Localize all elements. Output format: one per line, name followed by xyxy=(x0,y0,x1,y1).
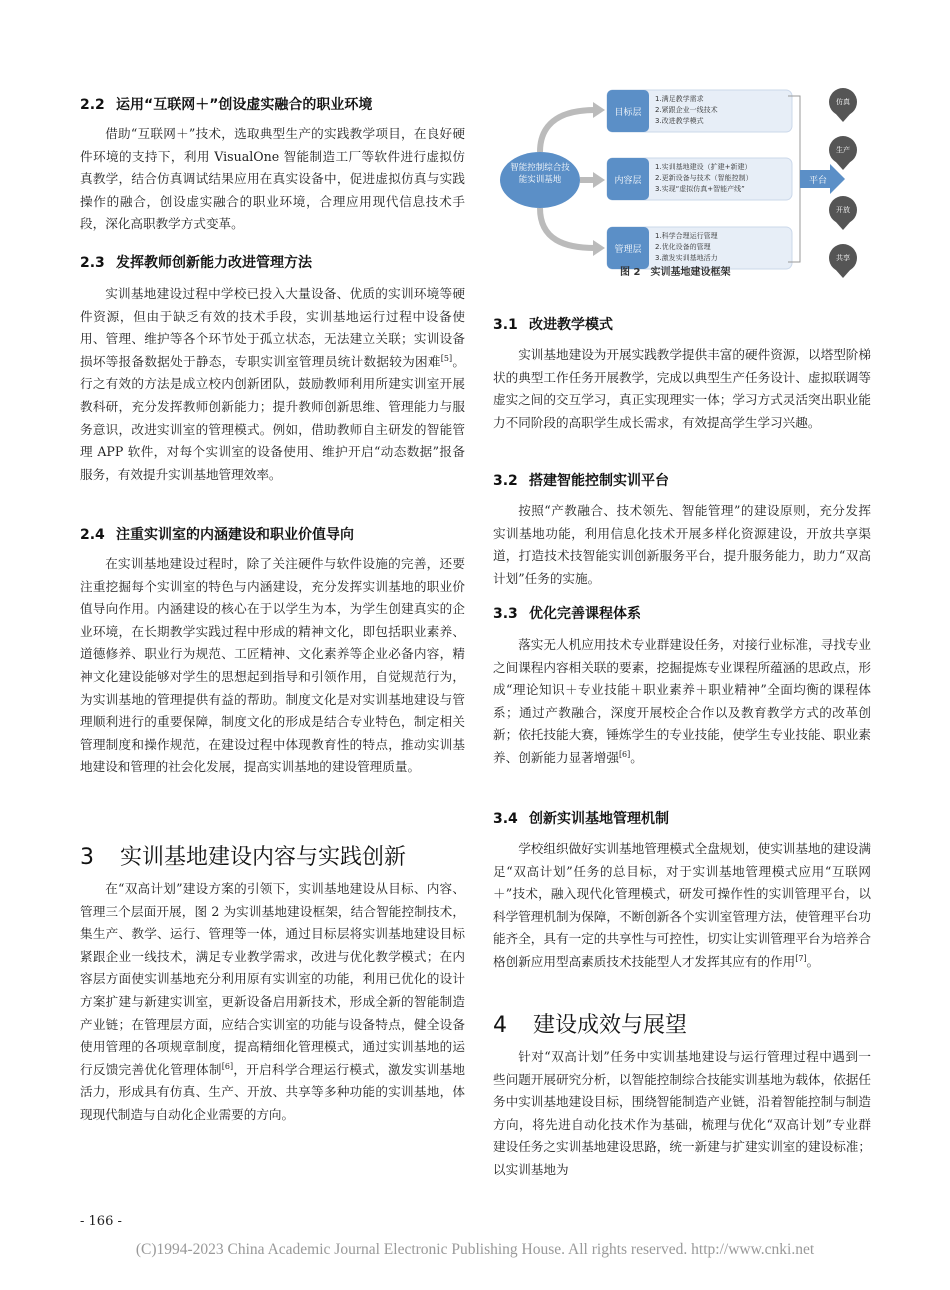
para-4: 针对“双高计划”任务中实训基地建设与运行管理过程中遇到一些问题开展研究分析，以智能控制综合技能实训基地为载体，依据任务中实训基地建设目标，围绕智能制造产业链，沿着智能控制与制造方向，将先进自动化技术作为基础，梳理与优化“双高计划”专业群建设任务之实训基地建设思路，统一新建与扩建实训室的建设标准；以实训基地为 xyxy=(493,1049,871,1177)
heading-3-3: 3.3 优化完善课程体系 xyxy=(493,606,641,622)
layer-label-goal: 目标层 xyxy=(614,108,642,118)
heading-3-2: 3.2 搭建智能控制实训平台 xyxy=(493,473,669,489)
para-3: 在“双高计划”建设方案的引领下，实训基地建设从目标、内容、管理三个层面开展，图 2 为实训基地建设框架，结合智能控制技术，集生产、教学、运行、管理等一体，通过目标层将实训基地建设目标紧跟企业一线技术，满足专业教学需求，改进与优化教学模式；在内容层方面使实训基地充分利用原有实训室的功能，利用已优化的设计方案扩建与新建实训室，更新设备启用新技术，形成全新的智能制造产业链；在管理层方面，应结合实训室的功能与设备特点，健全设备使用管理的各项规章制度，提高精细化管理模式，通过实训基地的运行反馈完善优化管理体制[6]，开启科学合理运行模式，激发实训基地活力，形成具有仿真、生产、开放、共享等多种功能的实训基地，体现现代制造与自动化企业需要的方向。 xyxy=(80,881,466,1122)
arrow-to-goal xyxy=(540,110,595,152)
copyright-footer: (C)1994-2023 China Academic Journal Electronic Publishing House. All rights reserved. http://www.cnki.net xyxy=(135,1241,815,1258)
goal-items: 1.满足教学需求 2.紧跟企业一线技术 3.改进教学模式 xyxy=(655,95,718,125)
arrow-to-manage xyxy=(540,208,595,248)
outcome-simulation: 仿真 xyxy=(836,98,850,106)
outcome-production: 生产 xyxy=(836,146,850,154)
figure-framework xyxy=(495,80,865,290)
page-number: - 166 - xyxy=(80,1214,122,1229)
content-items: 1.实训基地建设（扩建+新建） 2.更新设备与技术（智能控制） 3.实现“虚拟仿真+智能产线” xyxy=(655,163,753,193)
para-2-2: 借助“互联网＋”技术，选取典型生产的实践教学项目，在良好硬件环境的支持下，利用 VisualOne 智能制造工厂等软件进行虚拟仿真教学，结合仿真调试结果应用在真实设备中，促进虚拟仿真与实践操作的融合，创设虚实融合的职业环境，合理应用现代信息技术手段，深化高职教学方式变革。 xyxy=(80,126,465,232)
para-2-4: 在实训基地建设过程时，除了关注硬件与软件设施的完善，还要注重挖掘每个实训室的特色与内涵建设，充分发挥实训基地的职业价值导向作用。内涵建设的核心在于以学生为本，为学生创建真实的企业环境，在长期教学实践过程中形成的精神文化，即包括职业素养、道德修养、职业行为规范、工匠精神、文化素养等企业必备内容，精神文化建设能够对学生的思想起到指导和引领作用，自觉规范行为，为实训基地的管理提供有益的帮助。制度文化是对实训基地建设与管理顺利进行的重要保障，制度文化的形成是结合专业特色，制定相关管理制度和操作规范，在建设过程中体现教育性的特点，推动实训基地建设和管理的社会化发展，提高实训基地的建设管理质量。 xyxy=(80,556,465,775)
manage-items: 1.科学合理运行管理 2.优化设备的管理 3.激发实训基地活力 xyxy=(655,232,718,262)
para-3-3: 落实无人机应用技术专业群建设任务，对接行业标准，寻找专业之间课程内容相关联的要素，挖掘提炼专业课程所蕴涵的思政点，形成“理论知识＋专业技能＋职业素养＋职业精神”全面均衡的课程体系；通过产教融合，深度开展校企合作以及教育教学方式的改革创新；依托技能大赛，锤炼学生的专业技能，使学生专业技能、职业素养、创新能力显著增强[6]。 xyxy=(493,637,871,765)
heading-3-4: 3.4 创新实训基地管理机制 xyxy=(493,811,669,827)
heading-4: 4 建设成效与展望 xyxy=(493,1013,688,1038)
platform-label: 平台 xyxy=(808,176,827,186)
heading-3-1: 3.1 改进教学模式 xyxy=(493,317,613,333)
para-3-4: 学校组织做好实训基地管理模式全盘规划，使实训基地的建设满足“双高计划”任务的总目标，对于实训基地管理模式应用“互联网＋”技术，融入现代化管理模式，研发可操作性的实训管理平台，以科学管理机制为保障，不断创新各个实训室管理方法，使管理平台功能齐全，具有一定的共享性与可控性，切实让实训管理平台为培养合格创新应用型高素质技术技能型人才发挥其应有的作用[7]。 xyxy=(493,841,871,969)
layer-label-manage: 管理层 xyxy=(614,245,642,255)
outcome-open: 开放 xyxy=(836,206,850,214)
center-label: 智能控制综合技能实训基地 xyxy=(510,163,570,185)
heading-3: 3 实训基地建设内容与实践创新 xyxy=(80,845,407,870)
heading-2-3: 2.3 发挥教师创新能力改进管理方法 xyxy=(80,255,312,271)
heading-2-4: 2.4 注重实训室的内涵建设和职业价值导向 xyxy=(80,527,354,543)
para-3-1: 实训基地建设为开展实践教学提供丰富的硬件资源，以塔型阶梯状的典型工作任务开展教学，完成以典型生产任务设计、虚拟联调等虚实之间的交互学习，真正实现理实一体；学习方式灵活突出职业能力不同阶段的高职学生成长需求，有效提高学生学习兴趣。 xyxy=(493,347,871,430)
outcome-share: 共享 xyxy=(836,254,850,262)
para-3-2: 按照“产教融合、技术领先、智能管理”的建设原则，充分发挥实训基地功能，利用信息化技术开展多样化资源建设，开放共享渠道，打造技术技智能实训创新服务平台，提升服务能力，助力“双高计划”任务的实施。 xyxy=(493,503,871,586)
para-2-3: 实训基地建设过程中学校已投入大量设备、优质的实训环境等硬件资源，但由于缺乏有效的技术手段，实训基地运行过程中设备使用、管理、维护等各个环节处于孤立状态，无法建立关联；实训设备损坏等报备数据处于静态，专职实训室管理员统计数据较为困难[5]。行之有效的方法是成立校内创新团队，鼓励教师利用所建实训室开展教科研，充分发挥教师创新能力；提升教师创新思维、管理能力与服务意识，改进实训室的管理模式。例如，借助教师自主研发的智能管理 APP 软件，对每个实训室的设备使用、维护开启“动态数据”报备服务，有效提升实训基地管理效率。 xyxy=(80,286,466,482)
figure-caption: 图 2 实训基地建设框架 xyxy=(620,267,731,278)
heading-2-2: 2.2 运用“互联网＋”创设虚实融合的职业环境 xyxy=(80,97,373,113)
layer-label-content: 内容层 xyxy=(614,176,642,186)
